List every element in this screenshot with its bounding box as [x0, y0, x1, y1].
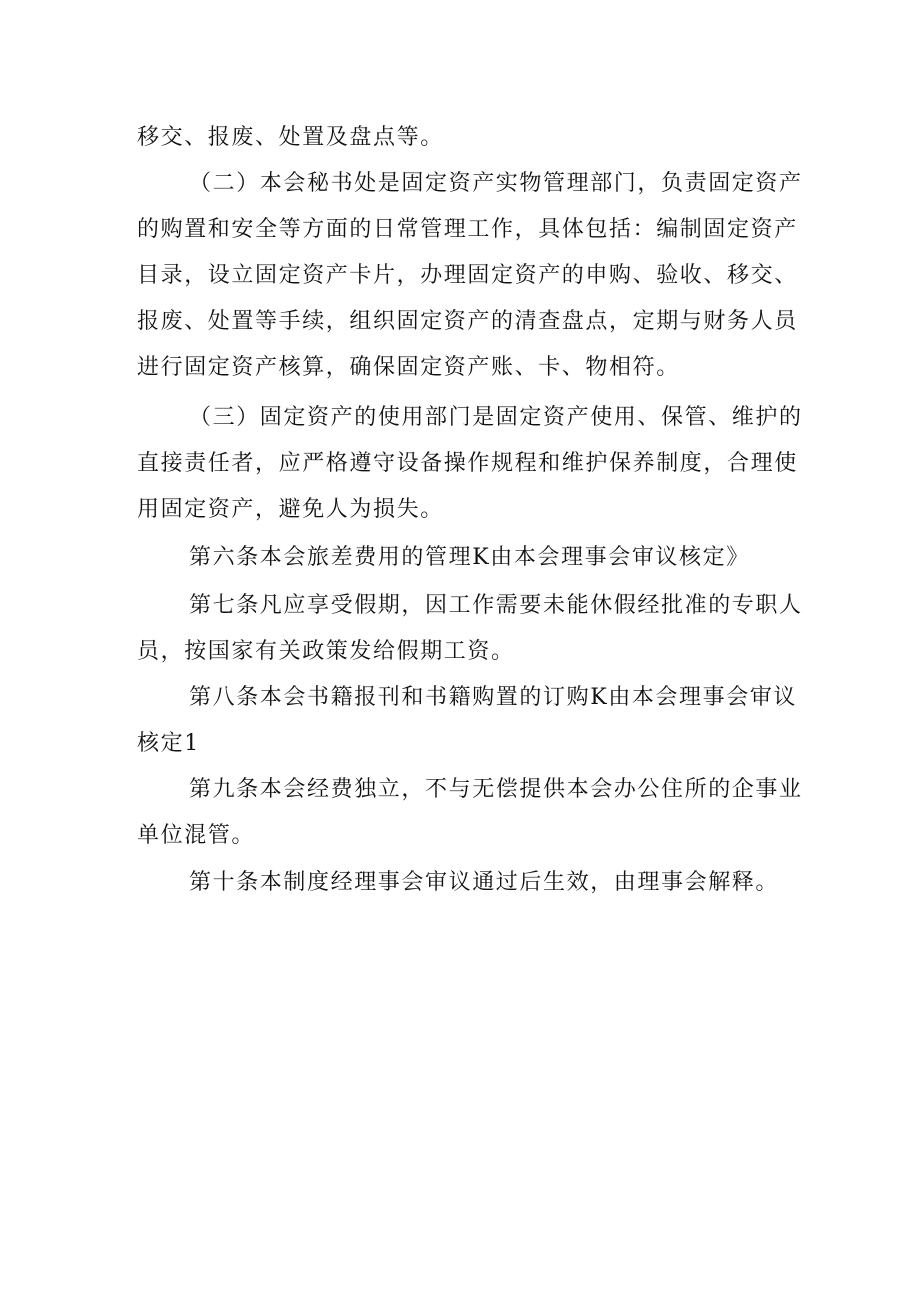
text-line: （三）固定资产的使用部门是固定资产使用、保管、维护的: [189, 405, 803, 430]
text-line: 直接责任者，应严格遵守设备操作规程和维护保养制度，合理使: [137, 451, 798, 476]
text-line: 的购置和安全等方面的日常管理工作，具体包括：编制固定资产: [137, 217, 798, 242]
paragraph-continuation: [137, 115, 787, 161]
text-line: 移交、报废、处置及盘点等。: [137, 125, 444, 150]
text-line: 目录，设立固定资产卡片，办理固定资产的申购、验收、移交、: [137, 263, 798, 288]
text-line: 报废、处置等手续，组织固定资产的清查盘点，定期与财务人员: [137, 309, 798, 334]
text-line: 核定1: [137, 731, 200, 756]
paragraph-article-10: [137, 860, 787, 906]
paragraph-article-7: [137, 583, 803, 675]
paragraph-clause-3: [137, 395, 803, 533]
text-line: 第十条本制度经理事会审议通过后生效，由理事会解释。: [189, 870, 780, 895]
paragraph-article-9: [137, 767, 803, 859]
text-line: 员，按国家有关政策发给假期工资。: [137, 639, 515, 664]
paragraph-article-8: [137, 675, 798, 767]
paragraph-article-6: [137, 535, 787, 581]
text-line: 第七条凡应享受假期，因工作需要未能休假经批准的专职人: [189, 593, 803, 618]
text-line: 单位混管。: [137, 823, 256, 848]
paragraph-clause-2: [137, 161, 803, 391]
text-line: 用固定资产，避免人为损失。: [137, 497, 444, 522]
text-line: 进行固定资产核算，确保固定资产账、卡、物相符。: [137, 355, 680, 380]
text-line: 第八条本会书籍报刊和书籍购置的订购K由本会理事会审议: [189, 685, 798, 710]
text-line: 第九条本会经费独立，不与无偿提供本会办公住所的企事业: [189, 777, 803, 802]
text-line: 第六条本会旅差费用的管理K由本会理事会审议核定》: [189, 545, 750, 570]
text-line: （二）本会秘书处是固定资产实物管理部门，负责固定资产: [189, 171, 803, 196]
